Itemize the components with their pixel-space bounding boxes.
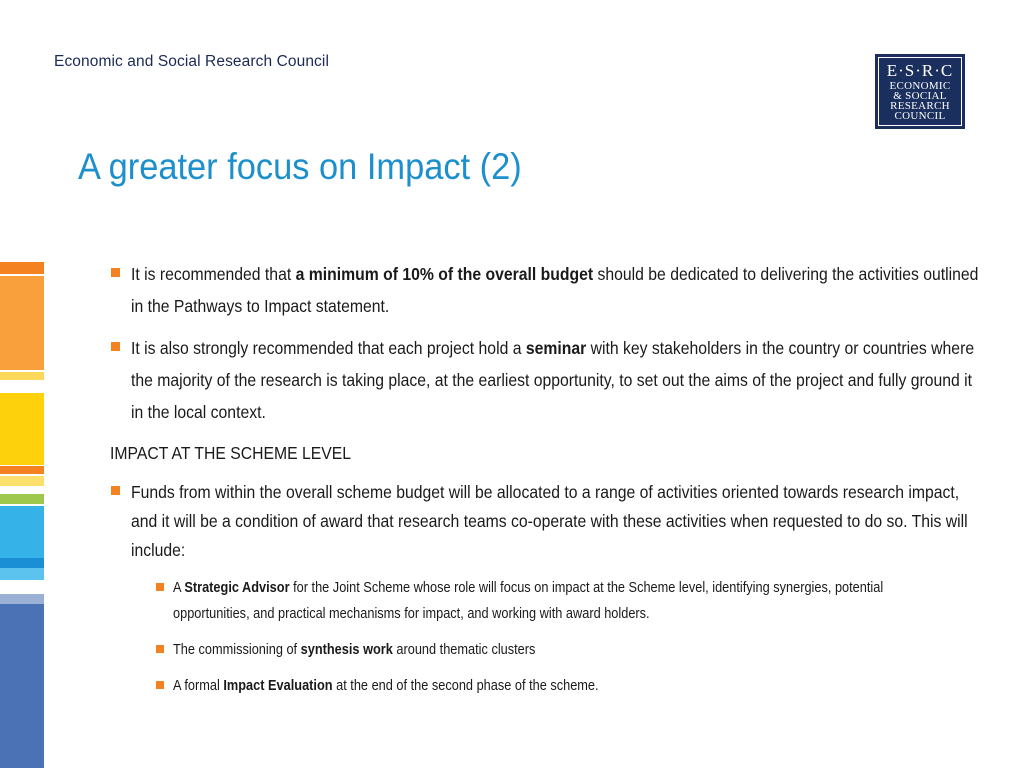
square-bullet-icon xyxy=(156,583,164,591)
bullet-item xyxy=(110,332,990,428)
stripe-blue xyxy=(0,604,44,768)
sub-bullet-emphasis: Impact Evaluation xyxy=(223,678,333,694)
logo-line: & SOCIAL xyxy=(893,90,947,102)
square-bullet-icon xyxy=(111,342,120,351)
square-bullet-icon xyxy=(111,486,120,495)
square-bullet-icon xyxy=(156,645,164,653)
bullet-item xyxy=(110,258,990,322)
organization-name: Economic and Social Research Council xyxy=(54,53,329,70)
stripe-green xyxy=(0,494,44,504)
stripe-orange-top xyxy=(0,262,44,274)
stripe-orange-mid xyxy=(0,466,44,474)
stripe-yellow xyxy=(0,393,44,465)
square-bullet-icon xyxy=(111,268,120,277)
stripe-yellow-thin xyxy=(0,372,44,380)
stripe-orange-light xyxy=(0,276,44,370)
bullet-emphasis: a minimum of 10% of the overall budget xyxy=(295,264,594,284)
sub-bullet-text: The commissioning of synthesis work around thematic clusters xyxy=(173,642,536,658)
section-heading: IMPACT AT THE SCHEME LEVEL xyxy=(110,443,351,463)
stripe-grey-blue xyxy=(0,594,44,604)
sub-bullet-emphasis: Strategic Advisor xyxy=(184,580,290,596)
bullet-item xyxy=(110,478,990,565)
bullet-emphasis: seminar xyxy=(525,338,587,358)
sub-bullet-item xyxy=(110,575,990,627)
logo-line: ECONOMIC xyxy=(889,80,951,92)
logo-line: RESEARCH xyxy=(890,100,950,112)
stripe-cyan-light xyxy=(0,568,44,580)
sub-bullet-text: A Strategic Advisor for the Joint Scheme whose role will focus on impact at the Scheme level, identifying synergies, potential opportunities, and practical mechanisms for impact, and working with award holders. xyxy=(173,580,884,622)
stripe-cyan xyxy=(0,506,44,558)
bullet-text: Funds from within the overall scheme budget will be allocated to a range of activities oriented towards research impact, and it will be a condition of award that research teams co-operate with these activities when requested to do so. This will include: xyxy=(131,482,968,560)
logo-line: E·S·R·C xyxy=(886,61,954,80)
bullet-text: It is recommended that a minimum of 10% of the overall budget should be dedicated to delivering the activities outlined in the Pathways to Impact statement. xyxy=(131,264,979,316)
logo-line: COUNCIL xyxy=(894,110,946,122)
left-color-stripes xyxy=(0,0,44,768)
sub-bullet-item xyxy=(110,637,990,663)
sub-bullet-text: A formal Impact Evaluation at the end of the second phase of the scheme. xyxy=(173,678,599,694)
esrc-logo xyxy=(875,54,965,129)
stripe-yellow-light xyxy=(0,476,44,486)
stripe-blue-bright xyxy=(0,558,44,568)
bullet-text: It is also strongly recommended that each project hold a seminar with key stakeholders in the country or countries where the majority of the research is taking place, at the earliest opportunity, to set out the aims of the project and fully ground it in the local context. xyxy=(131,338,975,422)
slide-title: A greater focus on Impact (2) xyxy=(78,146,522,187)
square-bullet-icon xyxy=(156,681,164,689)
slide-body xyxy=(110,258,990,709)
sub-bullet-item xyxy=(110,673,990,699)
sub-bullet-emphasis: synthesis work xyxy=(300,642,393,658)
